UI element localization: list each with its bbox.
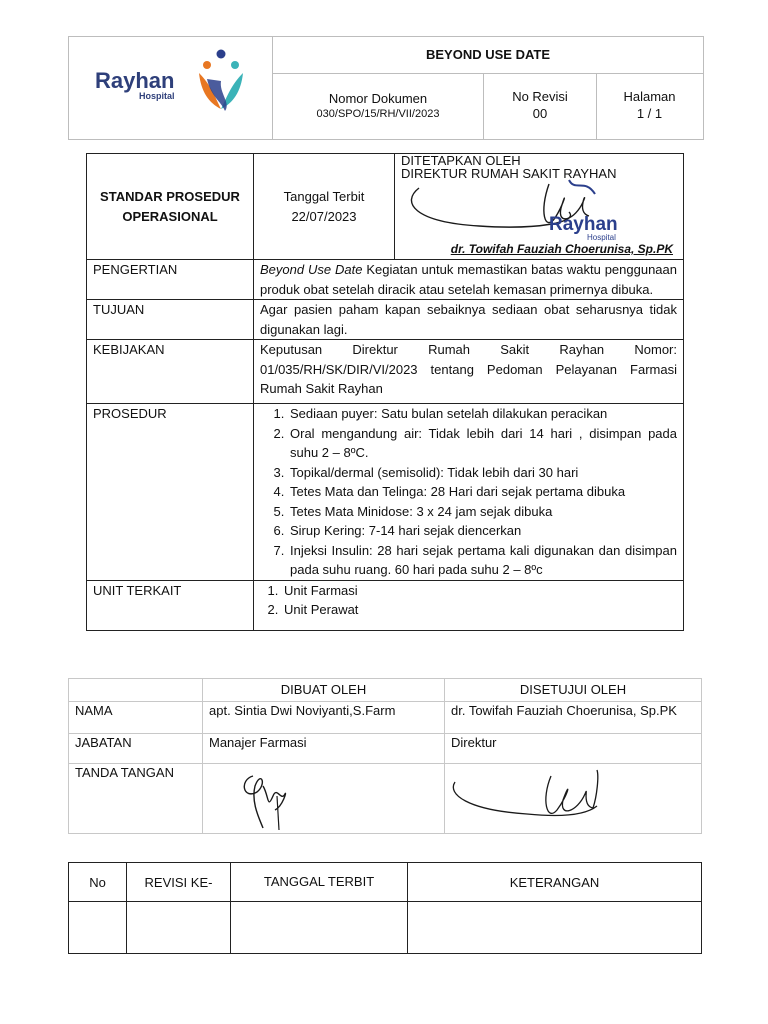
sign-signature-row [69,764,702,834]
page-label: Halaman [623,89,676,104]
spo-table [86,153,684,631]
rev-col-no: No [69,863,127,902]
doc-number-value: 030/SPO/15/RH/VII/2023 [316,108,440,120]
prosedur-item: 5. Tetes Mata Minidose: 3 x 24 jam sejak dibuka [288,502,677,522]
pengertian-content [254,260,684,300]
approval-line1: DITETAPKAN OLEH [401,153,521,168]
issue-date-value: 22/07/2023 [291,208,357,224]
prosedur-content [254,404,684,581]
made-by-header: DIBUAT OLEH [203,679,445,702]
maker-signature-cell [203,764,445,834]
spo-title-line1: STANDAR PROSEDUR [100,188,240,204]
pengertian-row [87,260,684,300]
spo-title-line2: OPERASIONAL [122,208,218,224]
issue-date-label: Tanggal Terbit [283,188,365,204]
revision-table [68,862,702,954]
revision-value: 00 [532,106,548,121]
logo-brand-text: Rayhan [95,68,175,93]
sign-position-row [69,734,702,764]
approval-cell [395,154,684,260]
prosedur-item: 2. Oral mengandung air: Tidak lebih dari 14 hari , disimpan pada suhu 2 – 8ºC. [288,424,677,463]
revision-header-row [69,863,702,902]
prosedur-list [260,404,677,580]
approver-signature-cell [445,764,702,834]
rev-cell [69,902,127,954]
rev-cell [127,902,231,954]
revision-label: No Revisi [512,89,568,104]
kebijakan-content: Keputusan Direktur Rumah Sakit Rayhan Nomor: 01/035/RH/SK/DIR/VI/2023 tentang Pedoman Pelayanan Farmasi Rumah Sakit Rayhan [254,340,684,404]
approval-line2: DIREKTUR RUMAH SAKIT RAYHAN [401,166,617,181]
unit-list [260,581,677,620]
page-cell [596,74,703,139]
revision-cell [483,74,597,139]
director-signature-stamp [399,172,669,250]
rev-col-notes: KETERANGAN [408,863,702,902]
pengertian-text: Kegiatan untuk memastikan batas waktu penggunaan produk obat setelah diracik atau setelah kemasan primernya dibuka. [260,262,677,297]
issue-date-cell [254,154,395,260]
logo-sub-text: Hospital [139,91,175,101]
rev-cell [408,902,702,954]
position-label: JABATAN [69,734,203,764]
approver-signature [447,766,647,832]
document-title: BEYOND USE DATE [273,37,703,74]
sign-blank-cell [69,679,203,702]
name-label: NAMA [69,702,203,734]
signature-label: TANDA TANGAN [69,764,203,834]
rev-cell [231,902,408,954]
document-header [68,36,704,140]
maker-name: apt. Sintia Dwi Noviyanti,S.Farm [203,702,445,734]
prosedur-item: 4. Tetes Mata dan Telinga: 28 Hari dari sejak pertama dibuka [288,482,677,502]
unit-content [254,580,684,630]
rev-col-date: TANGGAL TERBIT [231,863,408,902]
prosedur-item: 6. Sirup Kering: 7-14 hari sejak diencerkan [288,521,677,541]
revision-empty-row [69,902,702,954]
sign-header-row [69,679,702,702]
sign-name-row [69,702,702,734]
maker-position: Manajer Farmasi [203,734,445,764]
rev-col-revision: REVISI KE- [127,863,231,902]
stamp-sub-text: Hospital [587,233,616,242]
stamp-brand-text: Rayhan [549,214,618,235]
doc-number-cell [273,74,483,139]
doc-number-label: Nomor Dokumen [328,91,428,106]
kebijakan-label: KEBIJAKAN [87,340,254,404]
logo-cell [69,37,273,139]
unit-label: UNIT TERKAIT [87,580,254,630]
approver-position: Direktur [445,734,702,764]
unit-item: 1. Unit Farmasi [282,581,677,601]
spo-title-cell [87,154,254,260]
rayhan-logo [69,37,272,139]
signature-table [68,678,702,834]
unit-item: 2. Unit Perawat [282,600,677,620]
approved-by-header: DISETUJUI OLEH [445,679,702,702]
maker-signature [233,766,313,832]
tujuan-content: Agar pasien paham kapan sebaiknya sediaan obat seharusnya tidak digunakan lagi. [254,300,684,340]
pengertian-label: PENGERTIAN [87,260,254,300]
spo-header-row [87,154,684,260]
tujuan-label: TUJUAN [87,300,254,340]
prosedur-label: PROSEDUR [87,404,254,581]
prosedur-item: 7. Injeksi Insulin: 28 hari sejak pertama kali digunakan dan disimpan pada suhu ruang. 60 hari pada suhu 2 – 8ºc [288,541,677,580]
prosedur-item: 3. Topikal/dermal (semisolid): Tidak lebih dari 30 hari [288,463,677,483]
unit-row [87,580,684,630]
director-name: dr. Towifah Fauziah Choerunisa, Sp.PK [450,242,673,256]
prosedur-row [87,404,684,581]
approver-name: dr. Towifah Fauziah Choerunisa, Sp.PK [445,702,702,734]
tujuan-row [87,300,684,340]
prosedur-item: 1. Sediaan puyer: Satu bulan setelah dilakukan peracikan [288,404,677,424]
page-value: 1 / 1 [636,106,663,121]
pengertian-term: Beyond Use Date [260,262,363,277]
kebijakan-row [87,340,684,404]
